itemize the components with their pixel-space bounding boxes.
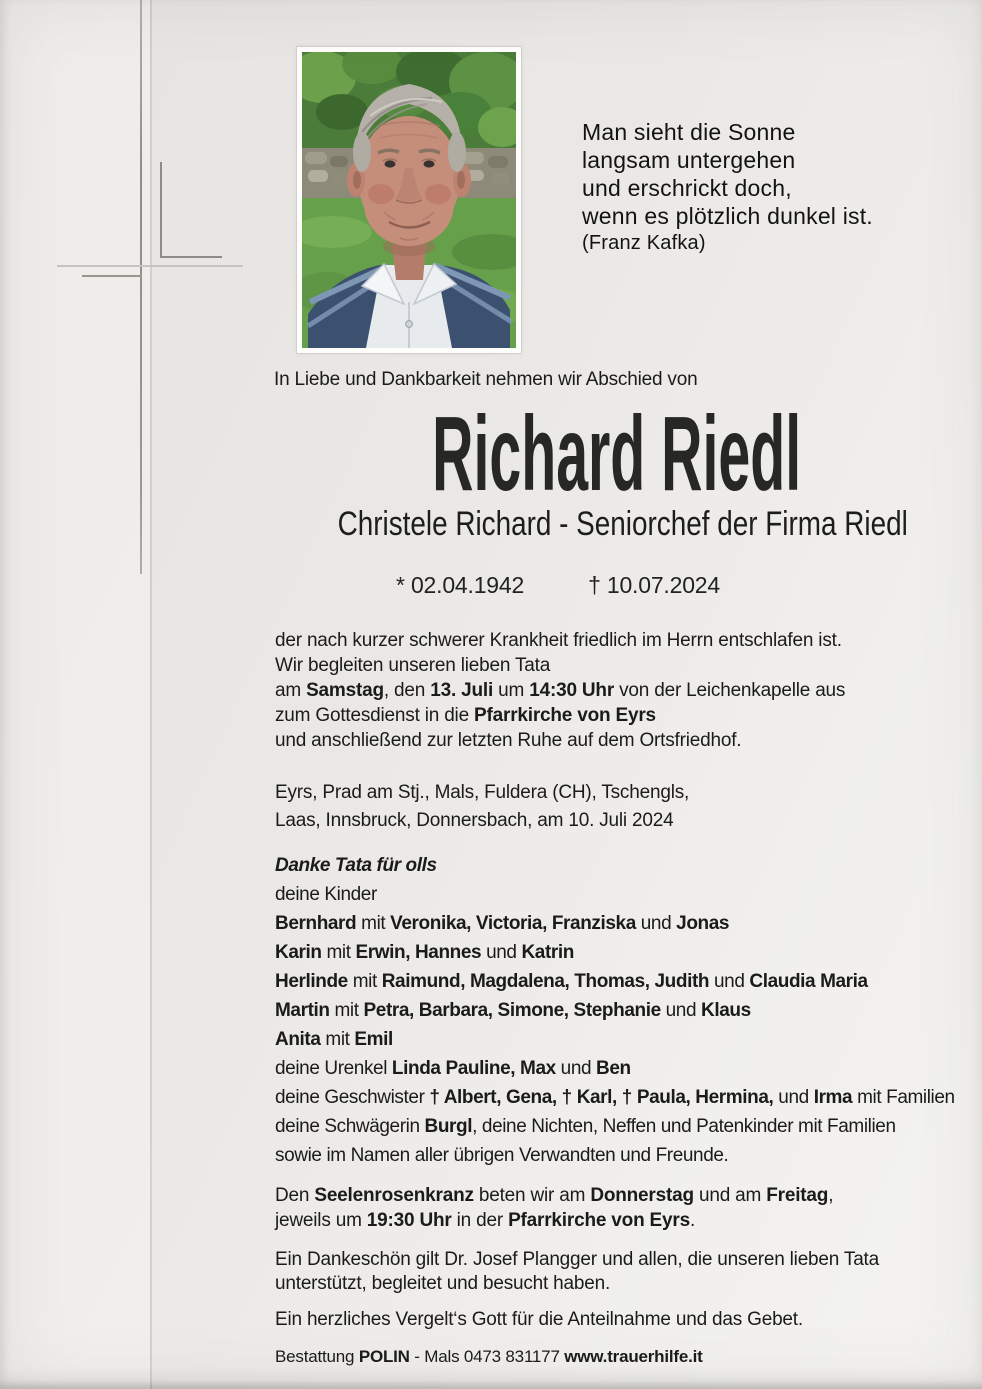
text-line: Wir begleiten unseren lieben Tata [275,655,551,676]
funeral-announcement [275,628,845,753]
text-line: Ein Dankeschön gilt Dr. Josef Plangger und allen, die unseren lieben Tata [275,1249,880,1270]
text-line: langsam untergehen [582,147,796,173]
text-line: deine Geschwister † Albert, Gena, † Karl, † Paula, Hermina, und Irma mit Familien [275,1087,955,1108]
farewell-intro: In Liebe und Dankbarkeit nehmen wir Abschied von [274,369,698,390]
text-line: Bernhard mit Veronika, Victoria, Franziska und Jonas [275,913,730,934]
deceased-name-block [275,395,841,513]
thanks-paragraph [275,1248,879,1296]
memorial-quote [582,118,873,256]
text-line: Anita mit Emil [275,1029,393,1050]
family-list [275,851,955,1170]
text-line: deine Urenkel Linda Pauline, Max und Ben [275,1058,631,1079]
text-line: Herlinde mit Raimund, Magdalena, Thomas, Judith und Claudia Maria [275,971,868,992]
bottom-edge-shadow [0,1380,982,1389]
text-line: unterstützt, begleitet und besucht haben. [275,1273,611,1294]
text-line: Den Seelenrosenkranz beten wir am Donnerstag und am Freitag, [275,1185,834,1206]
text-line: sowie im Namen aller übrigen Verwandten und Freunde. [275,1145,729,1166]
cross-motif-right-arm-line [160,256,222,258]
text-line: Laas, Innsbruck, Donnersbach, am 10. Juli 2024 [275,810,674,831]
quote-attribution: (Franz Kafka) [582,232,706,254]
places-and-date [275,779,689,835]
deceased-name: Richard Riedl [432,395,802,513]
portrait-photo [296,46,522,354]
portrait-photo-illustration [302,52,516,348]
text-line: und anschließend zur letzten Ruhe auf dem Ortsfriedhof. [275,730,742,751]
text-line: der nach kurzer schwerer Krankheit friedlich im Herrn entschlafen ist. [275,630,842,651]
text-line: und erschrickt doch, [582,175,792,201]
text-line: Man sieht die Sonne [582,119,796,145]
text-line: Eyrs, Prad am Stj., Mals, Fuldera (CH), Tschengls, [275,782,690,803]
text-line: Karin mit Erwin, Hannes und Katrin [275,942,574,963]
paper-fold-line [150,0,152,1389]
left-fold-pane [0,0,150,1389]
rosary-notice [275,1183,833,1233]
text-line: deine Schwägerin Burgl, deine Nichten, Neffen und Patenkinder mit Familien [275,1116,896,1137]
text-line: jeweils um 19:30 Uhr in der Pfarrkirche von Eyrs. [275,1210,696,1231]
gratitude-line: Ein herzliches Vergelt‘s Gott für die Anteilnahme und das Gebet. [275,1309,803,1330]
funeral-home-footer [275,1347,703,1367]
deceased-subtitle: Christele Richard - Seniorchef der Firma Riedl [337,505,908,543]
deceased-subtitle-block [275,505,908,543]
cross-motif-upper-arm-line [160,162,162,258]
text-line: am Samstag, den 13. Juli um 14:30 Uhr von der Leichenkapelle aus [275,680,846,701]
birth-date: * 02.04.1942 [396,572,525,598]
text-line: wenn es plötzlich dunkel ist. [582,203,873,229]
text-line: zum Gottesdienst in die Pfarrkirche von Eyrs [275,705,656,726]
text-line: Bestattung POLIN - Mals 0473 831177 www.trauerhilfe.it [275,1347,703,1366]
text-line: Martin mit Petra, Barbara, Simone, Stephanie und Klaus [275,1000,751,1021]
text-line: deine Kinder [275,884,377,905]
life-dates [275,572,841,599]
text-line: Danke Tata für olls [275,855,437,876]
cross-motif-vertical-line [140,0,142,574]
quote-lines [582,118,873,230]
death-date: † 10.07.2024 [588,572,720,598]
eye-left [385,160,396,167]
cross-motif-left-arm-line [82,275,142,277]
cross-motif-crossbar-light [57,265,243,267]
eye-right [424,160,435,167]
